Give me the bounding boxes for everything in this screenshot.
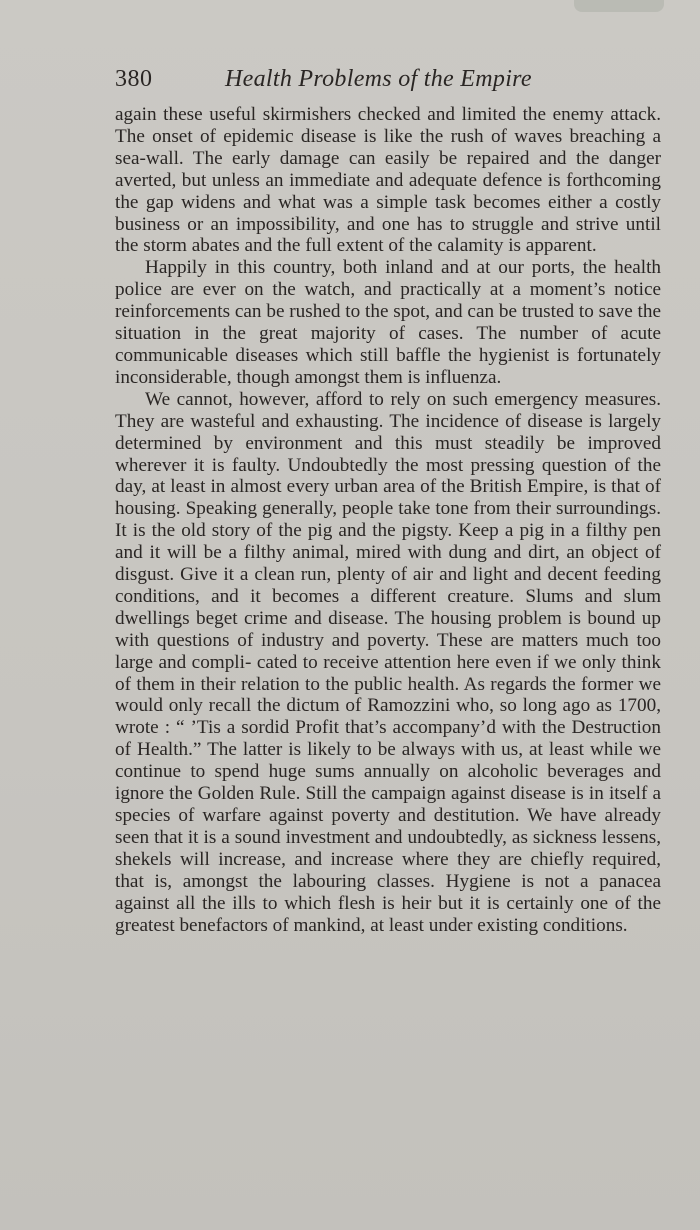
page-header [115,62,660,96]
running-title: Health Problems of the Empire [225,66,532,92]
page-corner-stain [574,0,664,12]
body-text [115,104,661,936]
paragraph-1: again these useful skirmishers checked and limited the enemy attack. The onset of epidemic disease is like the rush of waves breaching a sea-wall. The early damage can easily be repaired and the danger averted, but unless an immediate and adequate defence is forthcoming the gap widens and what was a simple task becomes either a costly business or an impossibility, and one has to struggle and strive until the storm abates and the full extent of the calamity is apparent. [115,104,661,257]
paragraph-3: We cannot, however, afford to rely on such emergency measures. They are wasteful and exhausting. The incidence of disease is largely determined by environment and this must steadily be improved wherever it is faulty. Undoubtedly the most pressing question of the day, at least in almost every urban area of the British Empire, is that of housing. Speaking generally, people take tone from their surroundings. It is the old story of the pig and the pigsty. Keep a pig in a filthy pen and it will be a filthy animal, mired with dung and dirt, an object of disgust. Give it a clean run, plenty of air and light and decent feeding conditions, and it becomes a different creature. Slums and slum dwellings beget crime and disease. The housing problem is bound up with questions of industry and poverty. These are matters much too large and compli- cated to receive attention here even if we only think of them in their relation to the public health. As regards the former we would only recall the dictum of Ramozzini who, so long ago as 1700, wrote : “ ’Tis a sordid Profit that’s accompany’d with the Destruction of Health.” The latter is likely to be always with us, at least while we continue to spend huge sums annually on alcoholic beverages and ignore the Golden Rule. Still the campaign against disease is in itself a species of warfare against poverty and destitution. We have already seen that it is a sound investment and undoubtedly, as sickness lessens, shekels will increase, and increase where they are chiefly required, that is, amongst the labouring classes. Hygiene is not a panacea against all the ills to which flesh is heir but it is certainly one of the greatest benefactors of mankind, at least under existing conditions. [115,388,661,936]
paragraph-2: Happily in this country, both inland and at our ports, the health police are ever on the watch, and practically at a moment’s notice reinforcements can be rushed to the spot, and can be trusted to save the situation in the great majority of cases. The number of acute communicable diseases which still baffle the hygienist is fortunately inconsiderable, though amongst them is influenza. [115,257,661,388]
page-number: 380 [115,66,153,92]
